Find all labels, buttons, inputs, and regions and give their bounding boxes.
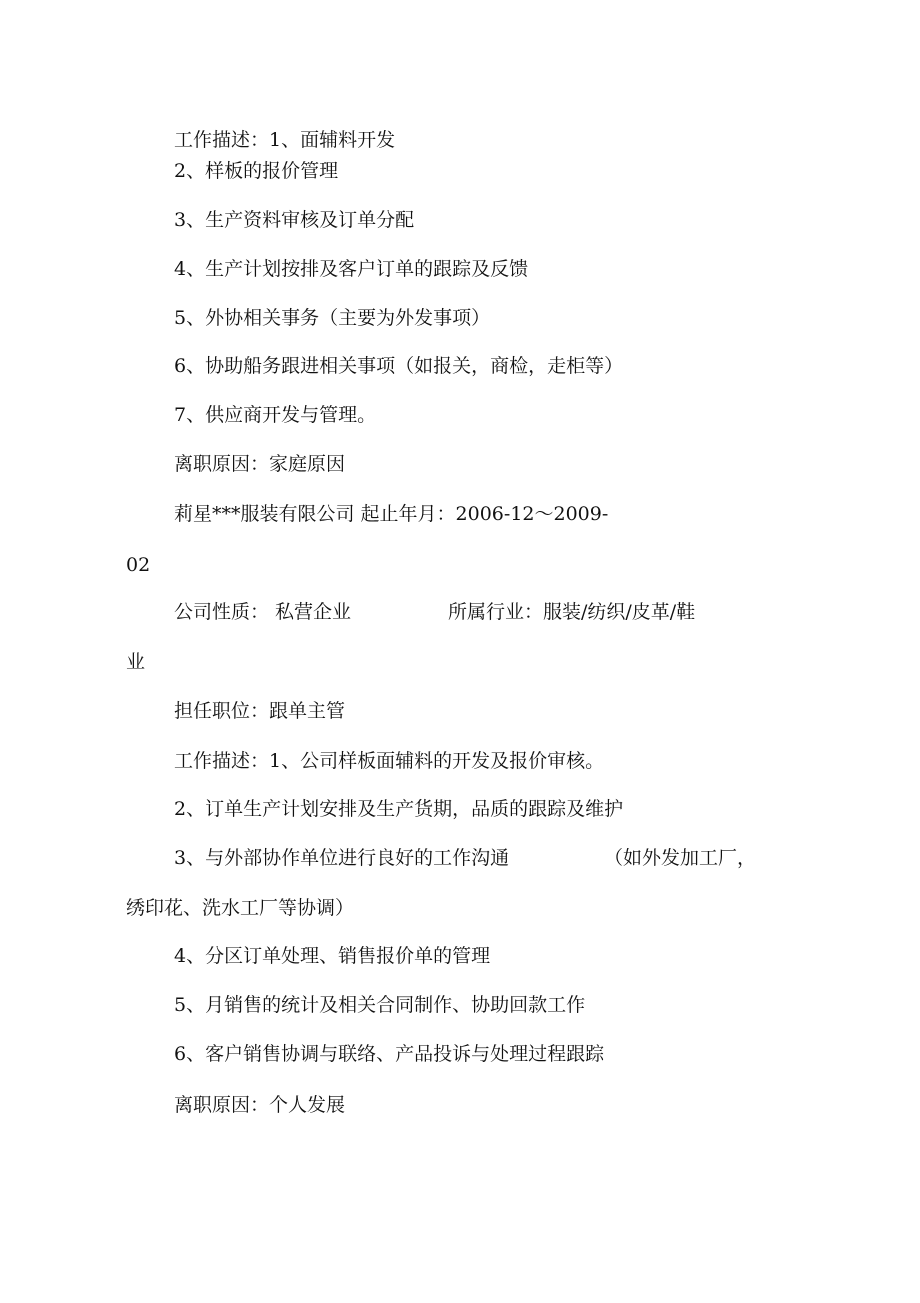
job1-leave-reason: 离职原因：家庭原因 <box>174 453 346 475</box>
job2-description-heading: 工作描述：1、公司样板面辅料的开发及报价审核。 <box>174 750 605 772</box>
job2-leave-reason: 离职原因：个人发展 <box>174 1094 346 1116</box>
job2-item-6: 6、客户销售协调与联络、产品投诉与处理过程跟踪 <box>174 1043 605 1065</box>
job1-item-4: 4、生产计划按排及客户订单的跟踪及反馈 <box>174 258 529 280</box>
job2-company-line: 莉星***服装有限公司 起止年月：2006-12～2009- <box>174 503 609 525</box>
job2-position: 担任职位：跟单主管 <box>174 700 346 722</box>
job2-item-3-wrap: 绣印花、洗水工厂等协调） <box>126 897 355 919</box>
job1-item-3: 3、生产资料审核及订单分配 <box>174 209 415 231</box>
job2-item-5: 5、月销售的统计及相关合同制作、协助回款工作 <box>174 994 586 1016</box>
job1-item-7: 7、供应商开发与管理。 <box>174 404 377 426</box>
job1-item-6: 6、协助船务跟进相关事项（如报关，商检，走柜等） <box>174 355 624 377</box>
job2-item-2: 2、订单生产计划安排及生产货期，品质的跟踪及维护 <box>174 798 624 820</box>
job1-item-5: 5、外协相关事务（主要为外发事项） <box>174 307 491 329</box>
job2-company-nature: 公司性质： 私营企业 <box>174 601 352 623</box>
job1-item-2: 2、样板的报价管理 <box>174 160 339 182</box>
job1-description-heading: 工作描述：1、面辅料开发 <box>174 129 396 151</box>
job2-company-line-wrap: 02 <box>126 554 151 576</box>
job2-item-3: 3、与外部协作单位进行良好的工作沟通 <box>174 847 510 869</box>
job2-item-3-paren: （如外发加工厂， <box>604 847 757 869</box>
job2-industry-wrap: 业 <box>126 651 146 673</box>
job2-industry: 所属行业：服装/纺织/皮革/鞋 <box>448 601 696 623</box>
job2-item-4: 4、分区订单处理、销售报价单的管理 <box>174 945 491 967</box>
